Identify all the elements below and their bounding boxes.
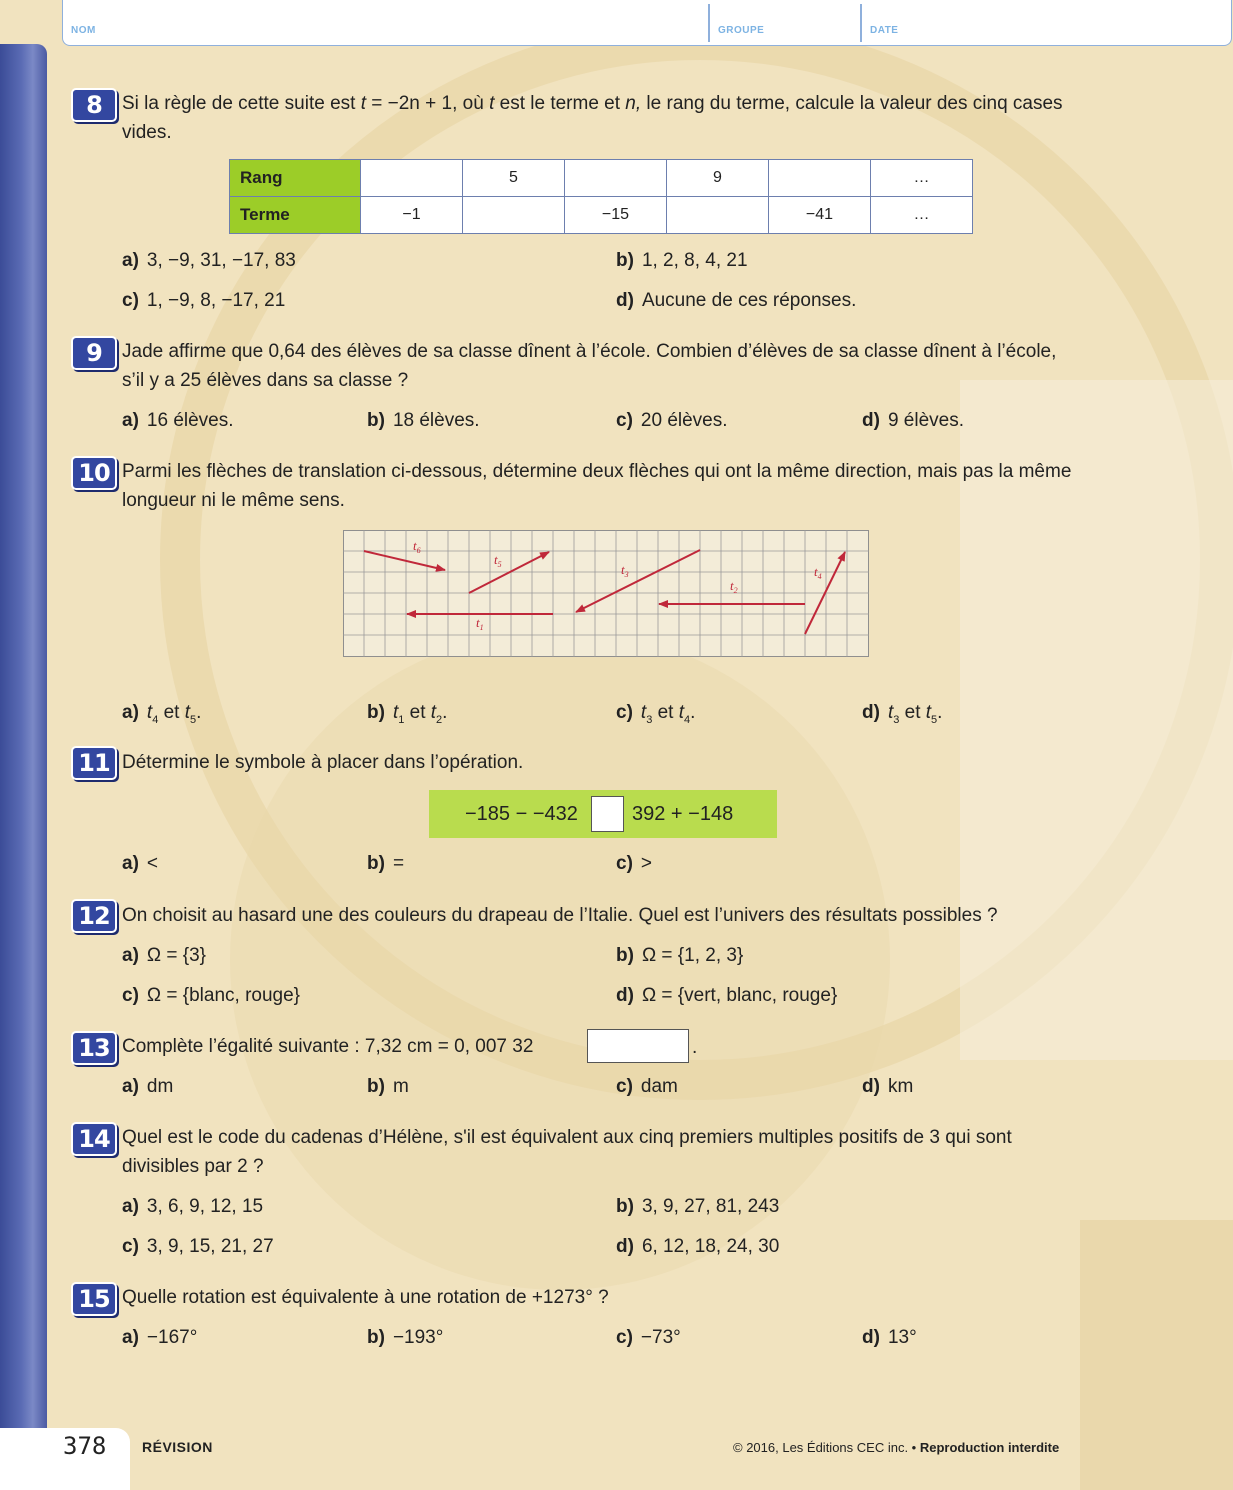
section-label: RÉVISION bbox=[142, 1439, 213, 1455]
student-info-header bbox=[62, 0, 1232, 46]
answer-option-c[interactable]: c) 3, 9, 15, 21, 27 bbox=[122, 1236, 274, 1257]
answer-option-b[interactable]: b) 1, 2, 8, 4, 21 bbox=[616, 250, 748, 271]
arrow-label-t4: $t_4$ bbox=[814, 564, 822, 581]
answer-blank[interactable] bbox=[587, 1029, 689, 1063]
table-cell: −15 bbox=[565, 197, 667, 234]
question-number: 8 bbox=[71, 88, 117, 122]
answer-option-a[interactable]: a) < bbox=[122, 853, 159, 874]
table-cell bbox=[769, 160, 871, 197]
question-stem: Complète l’égalité suivante : 7,32 cm = 0, 007 32 bbox=[122, 1036, 534, 1057]
question-number: 9 bbox=[71, 336, 117, 370]
decorative-sidebar bbox=[0, 44, 47, 1490]
date-field-label: DATE bbox=[870, 25, 899, 36]
operation-box bbox=[429, 790, 777, 838]
table-cell bbox=[565, 160, 667, 197]
question-number: 13 bbox=[71, 1031, 117, 1065]
question-number: 12 bbox=[71, 899, 117, 933]
table-cell bbox=[463, 197, 565, 234]
divider bbox=[708, 4, 710, 42]
question-number: 11 bbox=[71, 746, 117, 780]
answer-option-c[interactable]: c) $t_3$ et $t_4$. bbox=[616, 702, 696, 726]
answer-option-d[interactable]: d) Aucune de ces réponses. bbox=[616, 290, 857, 311]
answer-option-b[interactable]: b) 3, 9, 27, 81, 243 bbox=[616, 1196, 780, 1217]
answer-option-b[interactable]: b) Ω = {1, 2, 3} bbox=[616, 945, 744, 966]
arrow-label-t2: $t_2$ bbox=[730, 578, 738, 595]
page-number: 378 bbox=[63, 1432, 107, 1460]
operation-left: −185 − −432 bbox=[465, 803, 578, 825]
answer-option-b[interactable]: b) 18 élèves. bbox=[367, 410, 480, 431]
stem-period: . bbox=[692, 1037, 698, 1058]
arrow-label-t1: $t_1$ bbox=[476, 615, 484, 632]
arrow-label-t6: $t_6$ bbox=[413, 538, 421, 555]
answer-option-d[interactable]: d) Ω = {vert, blanc, rouge} bbox=[616, 985, 838, 1006]
table-cell: 5 bbox=[463, 160, 565, 197]
question-number: 10 bbox=[71, 456, 117, 490]
question-stem: Quelle rotation est équivalente à une rotation de +1273° ? bbox=[122, 1287, 609, 1308]
table-cell: −1 bbox=[361, 197, 463, 234]
answer-option-b[interactable]: b) m bbox=[367, 1076, 409, 1097]
answer-option-b[interactable]: b) $t_1$ et $t_2$. bbox=[367, 702, 448, 726]
name-field-label: NOM bbox=[71, 25, 96, 36]
answer-option-c[interactable]: c) Ω = {blanc, rouge} bbox=[122, 985, 301, 1006]
table-cell: −41 bbox=[769, 197, 871, 234]
question-stem: Jade affirme que 0,64 des élèves de sa classe dînent à l’école. Combien d’élèves de sa classe dînent à l’école, s’il y a 25 élèves dans sa classe ? bbox=[122, 341, 1057, 391]
answer-option-a[interactable]: a) Ω = {3} bbox=[122, 945, 207, 966]
answer-option-c[interactable]: c) 1, −9, 8, −17, 21 bbox=[122, 290, 286, 311]
table-cell bbox=[667, 197, 769, 234]
answer-option-c[interactable]: c) −73° bbox=[616, 1327, 681, 1348]
answer-option-b[interactable]: b) −193° bbox=[367, 1327, 444, 1348]
table-row-header: Terme bbox=[230, 197, 361, 234]
answer-option-d[interactable]: d) 6, 12, 18, 24, 30 bbox=[616, 1236, 780, 1257]
translation-arrows-grid bbox=[343, 530, 869, 657]
table-cell: 9 bbox=[667, 160, 769, 197]
question-stem: Quel est le code du cadenas d’Hélène, s'il est équivalent aux cinq premiers multiples positifs de 3 qui sont divisibles par 2 ? bbox=[122, 1127, 1012, 1177]
answer-option-a[interactable]: a) 16 élèves. bbox=[122, 410, 234, 431]
answer-option-c[interactable]: c) > bbox=[616, 853, 653, 874]
group-field-label: GROUPE bbox=[718, 25, 765, 36]
copyright-notice: © 2016, Les Éditions CEC inc. • Reproduction interdite bbox=[733, 1440, 1060, 1455]
question-number: 14 bbox=[71, 1122, 117, 1156]
table-cell bbox=[361, 160, 463, 197]
question-number: 15 bbox=[71, 1282, 117, 1316]
operation-right: 392 + −148 bbox=[632, 803, 734, 825]
table-cell: … bbox=[871, 160, 973, 197]
arrow-label-t5: $t_5$ bbox=[494, 552, 502, 569]
answer-option-d[interactable]: d) 13° bbox=[862, 1327, 917, 1348]
arrow-label-t3: $t_3$ bbox=[621, 562, 629, 579]
divider bbox=[860, 4, 862, 42]
answer-option-d[interactable]: d) km bbox=[862, 1076, 914, 1097]
question-stem: On choisit au hasard une des couleurs du drapeau de l’Italie. Quel est l’univers des résultats possibles ? bbox=[122, 905, 998, 926]
answer-option-a[interactable]: a) 3, 6, 9, 12, 15 bbox=[122, 1196, 264, 1217]
answer-option-c[interactable]: c) 20 élèves. bbox=[616, 410, 728, 431]
question-stem: Si la règle de cette suite est t = −2n + 1, où t est le terme et n, le rang du terme, calcule la valeur des cinq cases vides. bbox=[122, 93, 1063, 143]
answer-option-a[interactable]: a) 3, −9, 31, −17, 83 bbox=[122, 250, 296, 271]
answer-option-c[interactable]: c) dam bbox=[616, 1076, 678, 1097]
answer-option-a[interactable]: a) $t_4$ et $t_5$. bbox=[122, 702, 202, 726]
answer-option-a[interactable]: a) dm bbox=[122, 1076, 174, 1097]
table-cell: … bbox=[871, 197, 973, 234]
question-stem: Détermine le symbole à placer dans l’opération. bbox=[122, 752, 524, 773]
answer-option-d[interactable]: d) $t_3$ et $t_5$. bbox=[862, 702, 943, 726]
symbol-blank[interactable] bbox=[591, 796, 624, 832]
answer-option-b[interactable]: b) = bbox=[367, 853, 405, 874]
table-row-header: Rang bbox=[230, 160, 361, 197]
answer-option-a[interactable]: a) −167° bbox=[122, 1327, 198, 1348]
sequence-table bbox=[229, 159, 973, 234]
answer-option-d[interactable]: d) 9 élèves. bbox=[862, 410, 964, 431]
question-stem: Parmi les flèches de translation ci-dessous, détermine deux flèches qui ont la même direction, mais pas la même longueur ni le même sens. bbox=[122, 461, 1072, 511]
